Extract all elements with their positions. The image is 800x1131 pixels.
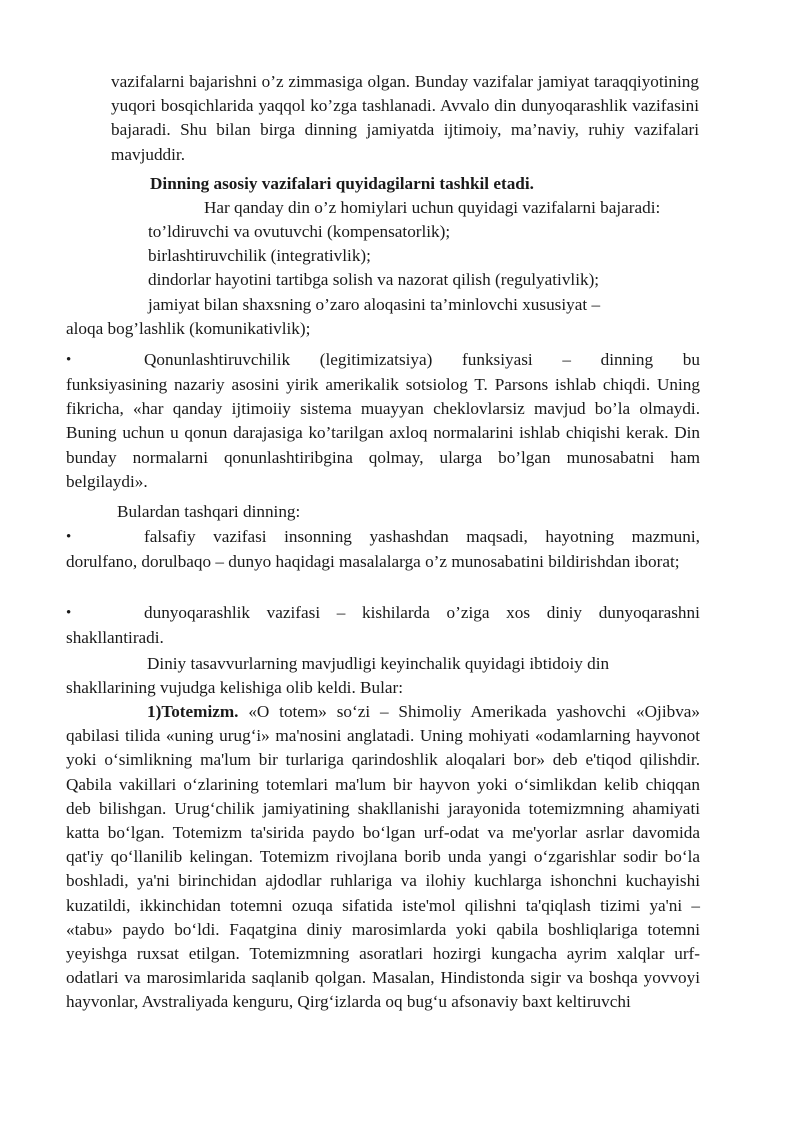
bullet-first-line: dunyoqarashlik vazifasi – kishilarda o’ziga xos diniy dunyoqarashni: [144, 603, 700, 622]
bullet-body: dorulfano, dorulbaqo – dunyo haqidagi masalalarga o’z munosabatini bildirishdan iborat;: [66, 552, 680, 571]
bullet-item-philosophical: [66, 525, 700, 597]
totemism-label: 1)Totemizm.: [147, 702, 239, 721]
bullet-icon: •: [66, 352, 72, 368]
bullet-item-worldview: [66, 601, 700, 649]
bullet-first-line: Qonunlashtiruvchilik (legitimizatsiya) funksiyasi – dinning bu: [144, 350, 700, 369]
bullet-icon: •: [66, 605, 72, 621]
section-heading: Dinning asosiy vazifalari quyidagilarni tashkil etadi.: [150, 174, 534, 193]
bullet-first-line: falsafiy vazifasi insonning yashashdan maqsadi, hayotning mazmuni,: [144, 527, 700, 546]
functions-intro: Har qanday din o’z homiylari uchun quyidagi vazifalarni bajaradi:: [204, 198, 661, 217]
list-item: dindorlar hayotini tartibga solish va nazorat qilish (regulyativlik);: [148, 270, 600, 289]
list-item: to’ldiruvchi va ovutuvchi (kompensatorlik);: [148, 222, 451, 241]
paragraph-intro: vazifalarni bajarishni o’z zimmasiga olgan. Bunday vazifalar jamiyat taraqqiyotining yuqori bosqichlarida yaqqol ko’zga tashlanadi. Avvalo din dunyoqarashlik vazifasini bajaradi. Shu bilan birga dinning jamiyatda ijtimoiy, ma’naviy, ruhiy vazifalari mavjuddir.: [111, 72, 699, 164]
list-item: jamiyat bilan shaxsning o’zaro aloqasini ta’minlovchi xususiyat –: [148, 295, 601, 314]
bullet-body: shakllantiradi.: [66, 628, 164, 647]
ideas-line: Diniy tasavvurlarning mavjudligi keyinchalik quyidagi ibtidoiy din: [147, 654, 610, 673]
list-item-continuation: aloqa bog’lashlik (komunikativlik);: [66, 319, 311, 338]
ideas-line: shakllarining vujudga kelishiga olib keldi. Bular:: [66, 678, 404, 697]
list-item: birlashtiruvchilik (integrativlik);: [148, 246, 371, 265]
besides-line: Bulardan tashqari dinning:: [117, 502, 301, 521]
totemism-paragraph: [66, 700, 700, 1015]
bullet-item-legitimization: [66, 348, 700, 498]
bullet-body: funksiyasining nazariy asosini yirik amerikalik sotsiolog T. Parsons ishlab chiqdi. Uning fikricha, «har qanday ijtimoiiy sistema muayyan cheklovlarsiz mavjud bo’la olmaydi. Buning uchun u qonun darajasiga ko’tarilgan axloq normalarini ishlab chiqishi kerak. Din bunday normalarni qonunlashtiribgina qolmay, ularga bo’lgan munosabatni ham belgilaydi».: [66, 375, 700, 491]
bullet-icon: •: [66, 529, 72, 545]
totemism-text: «O totem» so‘zi – Shimoliy Amerikada yashovchi «Ojibva» qabilasi tilida «uning urug‘i» ma'nosini anglatadi. Uning mohiyati «odamlarning hayvonot yoki o‘simlikning ma'lum bir turlariga qarindoshlik aloqalari bor» deb e'tiqod qilishdir. Qabila vakillari o‘zlarining totemlari ma'lum bir hayvon yoki o‘simlikdan kelib chiqqan deb bilishgan. Urug‘chilik jamiyatining shakllanishi jarayonida totemizmning ahamiyati katta bo‘lgan. Totemizm ta'sirida paydo bo‘lgan urf-odat va me'yorlar asrlar davomida qat'iy qo‘llanilib kelingan. Totemizm rivojlana borib unda yangi o‘zgarishlar sodir bo‘la boshladi, ya'ni birinchidan ajdodlar ruhlariga va ilohiy kuchlarga ishonchni kuchayishi kuzatildi, ikkinchidan totemni ozuqa sifatida iste'mol qilishni ta'qiqlash tizimi ya'ni – «tabu» paydo bo‘ldi. Faqatgina diniy marosimlarda yoki qabila boshliqlariga totemni yeyishga ruxsat etilgan. Totemizmning asoratlari hozirgi kungacha ayrim xalqlar urf-odatlari va marosimlarida saqlanib qolgan. Masalan, Hindistonda sigir va boshqa yovvoyi hayvonlar, Avstraliyada kenguru, Qirg‘izlarda oq bug‘u afsonaviy baxt keltiruvchi: [66, 702, 701, 1012]
